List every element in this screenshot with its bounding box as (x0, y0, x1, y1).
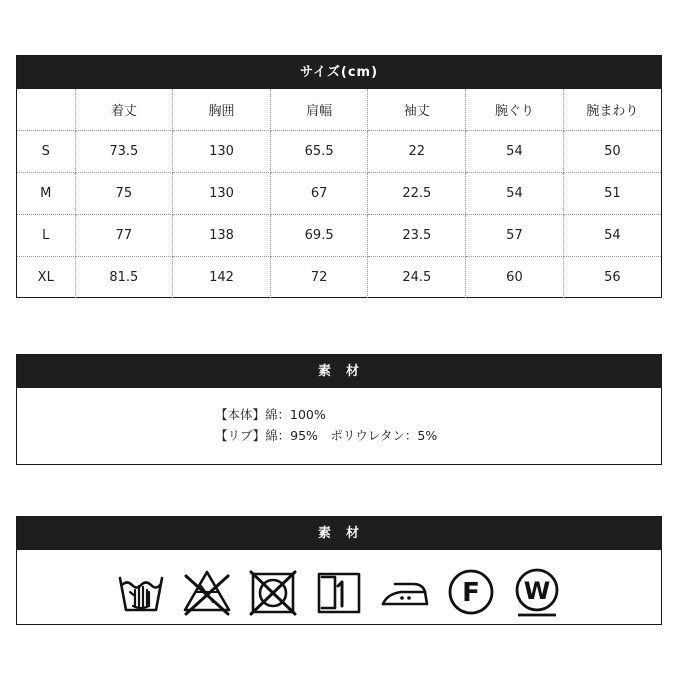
table-cell: 138 (173, 215, 271, 257)
dry-clean-letter: F (462, 578, 480, 608)
care-icon-row (17, 550, 661, 618)
table-cell: 54 (466, 131, 564, 173)
table-cell: 69.5 (270, 215, 368, 257)
table-row (17, 131, 661, 173)
table-cell: 73.5 (75, 131, 173, 173)
table-row (17, 173, 661, 215)
table-cell: 81.5 (75, 257, 173, 299)
table-header-cell: 肩幅 (270, 89, 368, 131)
care-title: 素 材 (17, 517, 661, 550)
table-header-cell: 腕まわり (563, 89, 661, 131)
table-cell: 142 (173, 257, 271, 299)
table-cell: 75 (75, 173, 173, 215)
table-cell: 54 (563, 215, 661, 257)
table-header-cell: 腕ぐり (466, 89, 564, 131)
table-cell: 72 (270, 257, 368, 299)
table-cell: 23.5 (368, 215, 466, 257)
material-body (17, 388, 661, 446)
table-header-cell: 胸囲 (173, 89, 271, 131)
table-cell: 77 (75, 215, 173, 257)
line-dry-icon (313, 566, 365, 618)
table-cell: 24.5 (368, 257, 466, 299)
table-header-cell: 着丈 (75, 89, 173, 131)
table-cell: 65.5 (270, 131, 368, 173)
no-bleach-icon (181, 566, 233, 618)
low-iron-icon (379, 566, 431, 618)
table-cell: 57 (466, 215, 564, 257)
size-table (17, 89, 661, 298)
size-label: L (17, 215, 75, 257)
table-cell: 67 (270, 173, 368, 215)
table-cell: 56 (604, 270, 621, 285)
hand-wash-icon (115, 566, 167, 618)
table-row (17, 257, 661, 299)
size-table-header-row (17, 89, 661, 131)
table-row (17, 215, 661, 257)
size-label: M (17, 173, 75, 215)
table-cell: 130 (173, 131, 271, 173)
dry-clean-f-icon (445, 566, 497, 618)
no-tumble-dry-icon (247, 566, 299, 618)
material-panel (16, 354, 662, 465)
table-header-cell (17, 89, 75, 131)
material-line-rib: 【リブ】綿：95% ポリウレタン：5% (215, 428, 438, 443)
table-cell: 22.5 (368, 173, 466, 215)
table-cell: 54 (466, 173, 564, 215)
wet-clean-w-icon (511, 566, 563, 618)
size-chart-title: サイズ(cm) (17, 56, 661, 89)
care-panel (16, 516, 662, 625)
size-label: S (17, 131, 75, 173)
size-chart-panel (16, 55, 662, 298)
material-title: 素 材 (17, 355, 661, 388)
table-cell: 60 (466, 257, 564, 299)
table-cell: 51 (563, 173, 661, 215)
table-cell: 50 (563, 131, 661, 173)
table-cell: 130 (173, 173, 271, 215)
table-cell: 22 (368, 131, 466, 173)
size-label: XL (17, 257, 75, 299)
wet-clean-letter: W (523, 577, 551, 605)
material-line-body: 【本体】綿：100% (215, 407, 326, 422)
table-header-cell: 袖丈 (368, 89, 466, 131)
